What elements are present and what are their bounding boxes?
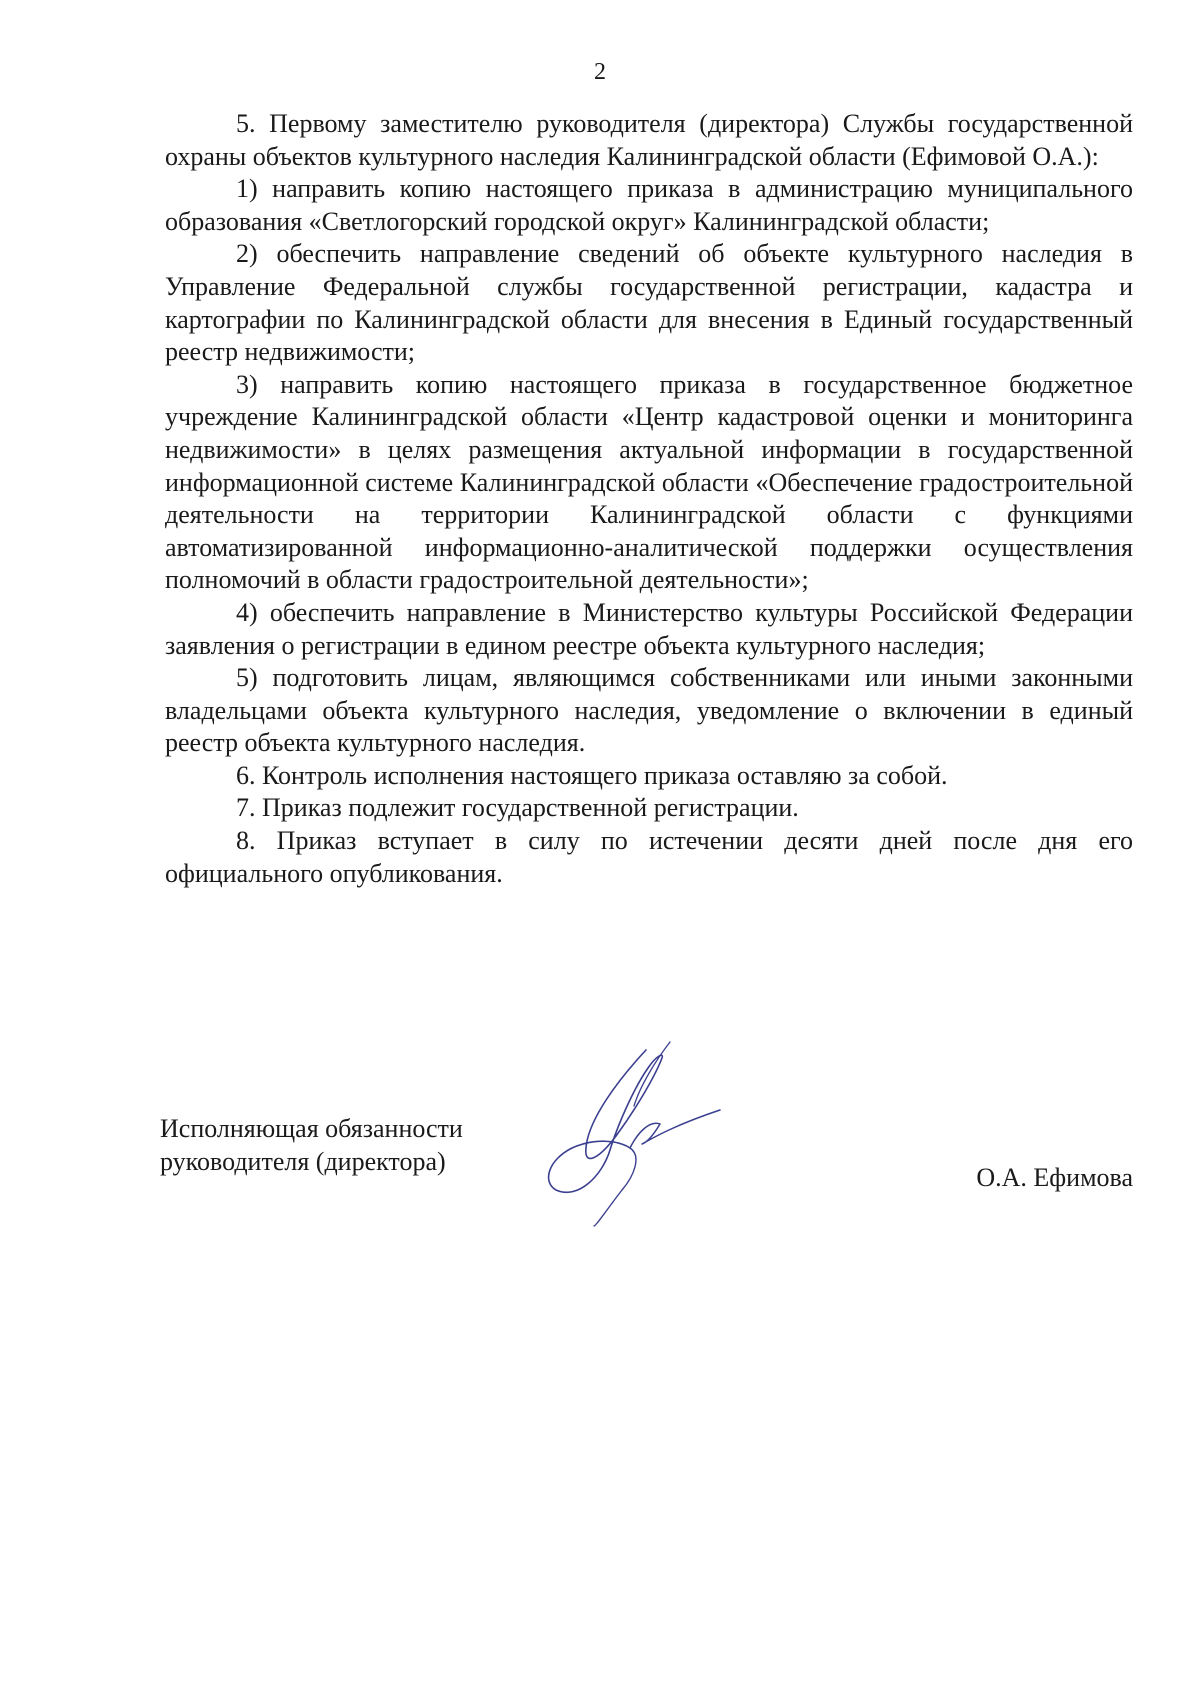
paragraph-item-7: 7. Приказ подлежит государственной регистрации.: [236, 793, 799, 823]
paragraph-subitem-3: 3) направить копию настоящего приказа в государственное бюджетное учреждение Калининградской области «Центр кадастровой оценки и мониторинга недвижимости» в целях размещения актуальной информации в государственной информационной системе Калининградской области «Обеспечение градостроительной деятельности на территории Калининградской области с функциями автоматизированной информационно-аналитической поддержки осуществления полномочий в области градостроительной деятельности»;: [165, 369, 1133, 595]
handwritten-signature: [538, 1040, 758, 1230]
signatory-position: [160, 1112, 463, 1178]
paragraph-item-6: 6. Контроль исполнения настоящего приказа оставляю за собой.: [236, 760, 948, 790]
signatory-position-line-2: руководителя (директора): [160, 1147, 446, 1176]
signatory-name: О.А. Ефимова: [976, 1163, 1133, 1192]
page-number: 2: [594, 59, 606, 85]
signature-stroke-upper: [634, 1042, 670, 1106]
signatory-position-line-1: Исполняющая обязанности: [160, 1114, 463, 1143]
paragraph-subitem-5: 5) подготовить лицам, являющимся собственниками или иными законными владельцами объекта культурного наследия, уведомление о включении в единый реестр объекта культурного наследия.: [165, 663, 1133, 758]
paragraph-item-5: 5. Первому заместителю руководителя (директора) Службы государственной охраны объектов культурного наследия Калининградской области (Ефимовой О.А.):: [165, 109, 1133, 171]
paragraph-subitem-4: 4) обеспечить направление в Министерство культуры Российской Федерации заявления о регистрации в едином реестре объекта культурного наследия;: [165, 597, 1133, 660]
paragraph-subitem-2: 2) обеспечить направление сведений об объекте культурного наследия в Управление Федеральной службы государственной регистрации, кадастра и картографии по Калининградской области для внесения в Единый государственный реестр недвижимости;: [165, 239, 1133, 367]
paragraph-subitem-1: 1) направить копию настоящего приказа в администрацию муниципального образования «Светлогорский городской округ» Калининградской области;: [165, 174, 1133, 236]
document-body: [165, 108, 1133, 890]
signature-stroke-tail: [630, 1110, 720, 1148]
paragraph-item-8: 8. Приказ вступает в силу по истечении десяти дней после дня его официального опубликования.: [165, 826, 1133, 888]
signature-stroke-loop: [594, 1148, 636, 1226]
signature-stroke-main: [549, 1050, 663, 1192]
